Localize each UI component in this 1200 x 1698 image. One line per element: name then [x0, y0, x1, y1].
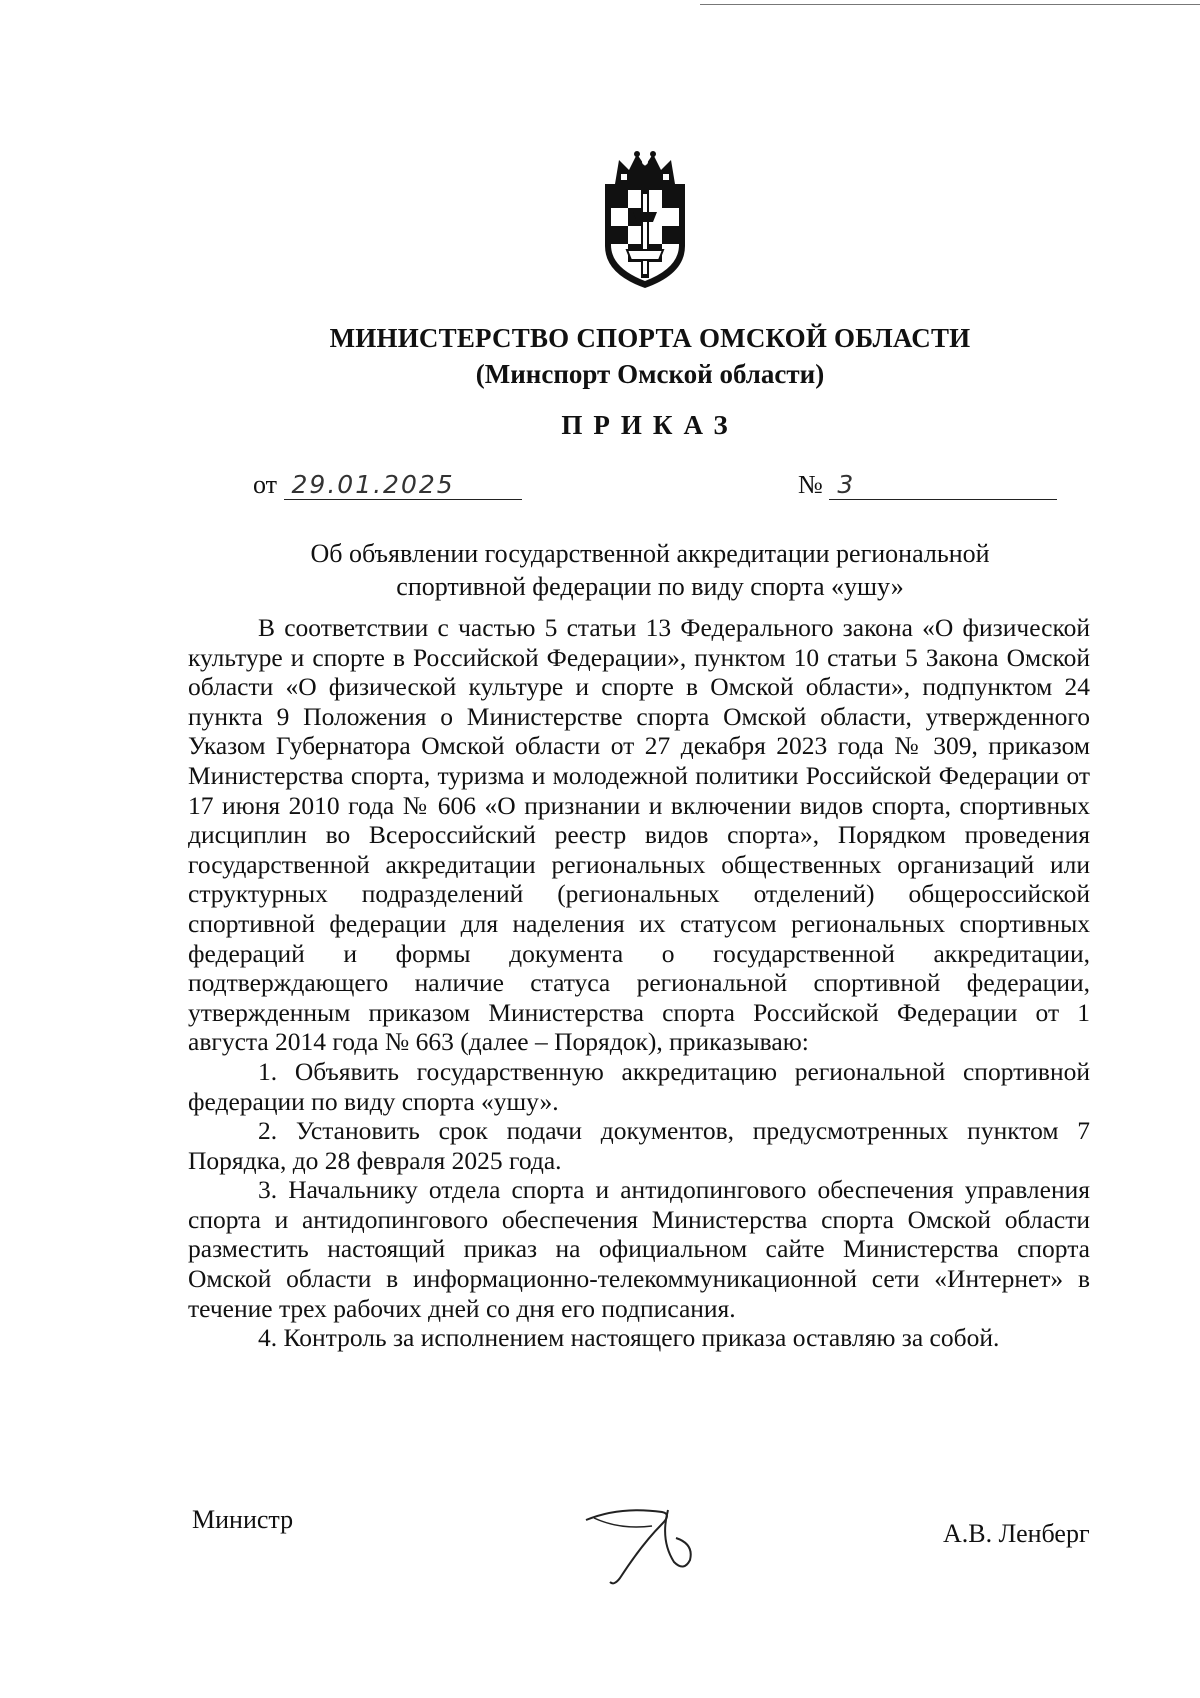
signatory-name: А.В. Ленберг	[943, 1519, 1090, 1548]
subject-line-1: Об объявлении государственной аккредитации региональной	[310, 539, 990, 568]
order-body	[188, 613, 1090, 1353]
number-prefix: №	[798, 470, 823, 499]
order-item-3: 3. Начальнику отдела спорта и антидопингового обеспечения управления спорта и антидопингового обеспечения Министерства спорта Омской области разместить настоящий приказ на официальном сайте Министерства спорта Омской области в информационно-телекоммуникационной сети «Интернет» в течение трех рабочих дней со дня его подписания.	[188, 1175, 1090, 1323]
scan-edge-line	[700, 4, 1200, 5]
order-number	[798, 470, 1057, 500]
preamble-paragraph: В соответствии с частью 5 статьи 13 Федерального закона «О физической культуре и спорте в Российской Федерации», пунктом 10 статьи 5 Закона Омской области «О физической культуре и спорте в Омской области», подпунктом 24 пункта 9 Положения о Министерстве спорта Омской области, утвержденного Указом Губернатора Омской области от 27 декабря 2023 года № 309, приказом Министерства спорта, туризма и молодежной политики Российской Федерации от 17 июня 2010 года № 606 «О признании и включении видов спорта, спортивных дисциплин во Всероссийский реестр видов спорта», Порядком проведения государственной аккредитации региональных общественных организаций или структурных подразделений (региональных отделений) общероссийской спортивной федерации для наделения их статусом региональных спортивных федераций и формы документа о государственной аккредитации, подтверждающего наличие статуса региональной спортивной федерации, утвержденным приказом Министерства спорта Российской Федерации от 1 августа 2014 года № 663 (далее – Порядок), приказываю:	[188, 613, 1090, 1057]
signatory-position: Министр	[192, 1505, 294, 1534]
coat-of-arms-icon	[597, 150, 693, 290]
ministry-short-name: (Минспорт Омской области)	[475, 359, 825, 389]
handwritten-signature	[580, 1500, 730, 1590]
order-item-2: 2. Установить срок подачи документов, предусмотренных пунктом 7 Порядка, до 28 февраля 2025 года.	[188, 1116, 1090, 1175]
date-prefix: от	[253, 470, 278, 499]
ministry-name: МИНИСТЕРСТВО СПОРТА ОМСКОЙ ОБЛАСТИ	[329, 323, 971, 353]
date-value: 29.01.2025	[284, 470, 522, 500]
number-value: 3	[829, 470, 1057, 500]
order-item-4: 4. Контроль за исполнением настоящего приказа оставляю за собой.	[258, 1323, 1000, 1353]
ministry-header	[0, 320, 1200, 392]
document-type-title: ПРИКАЗ	[561, 410, 739, 440]
subject-line-2: спортивной федерации по виду спорта «ушу»	[396, 572, 904, 601]
order-date	[253, 470, 522, 500]
order-subject	[0, 537, 1200, 603]
order-item-1: 1. Объявить государственную аккредитацию региональной спортивной федерации по виду спорта «ушу».	[188, 1056, 1090, 1116]
